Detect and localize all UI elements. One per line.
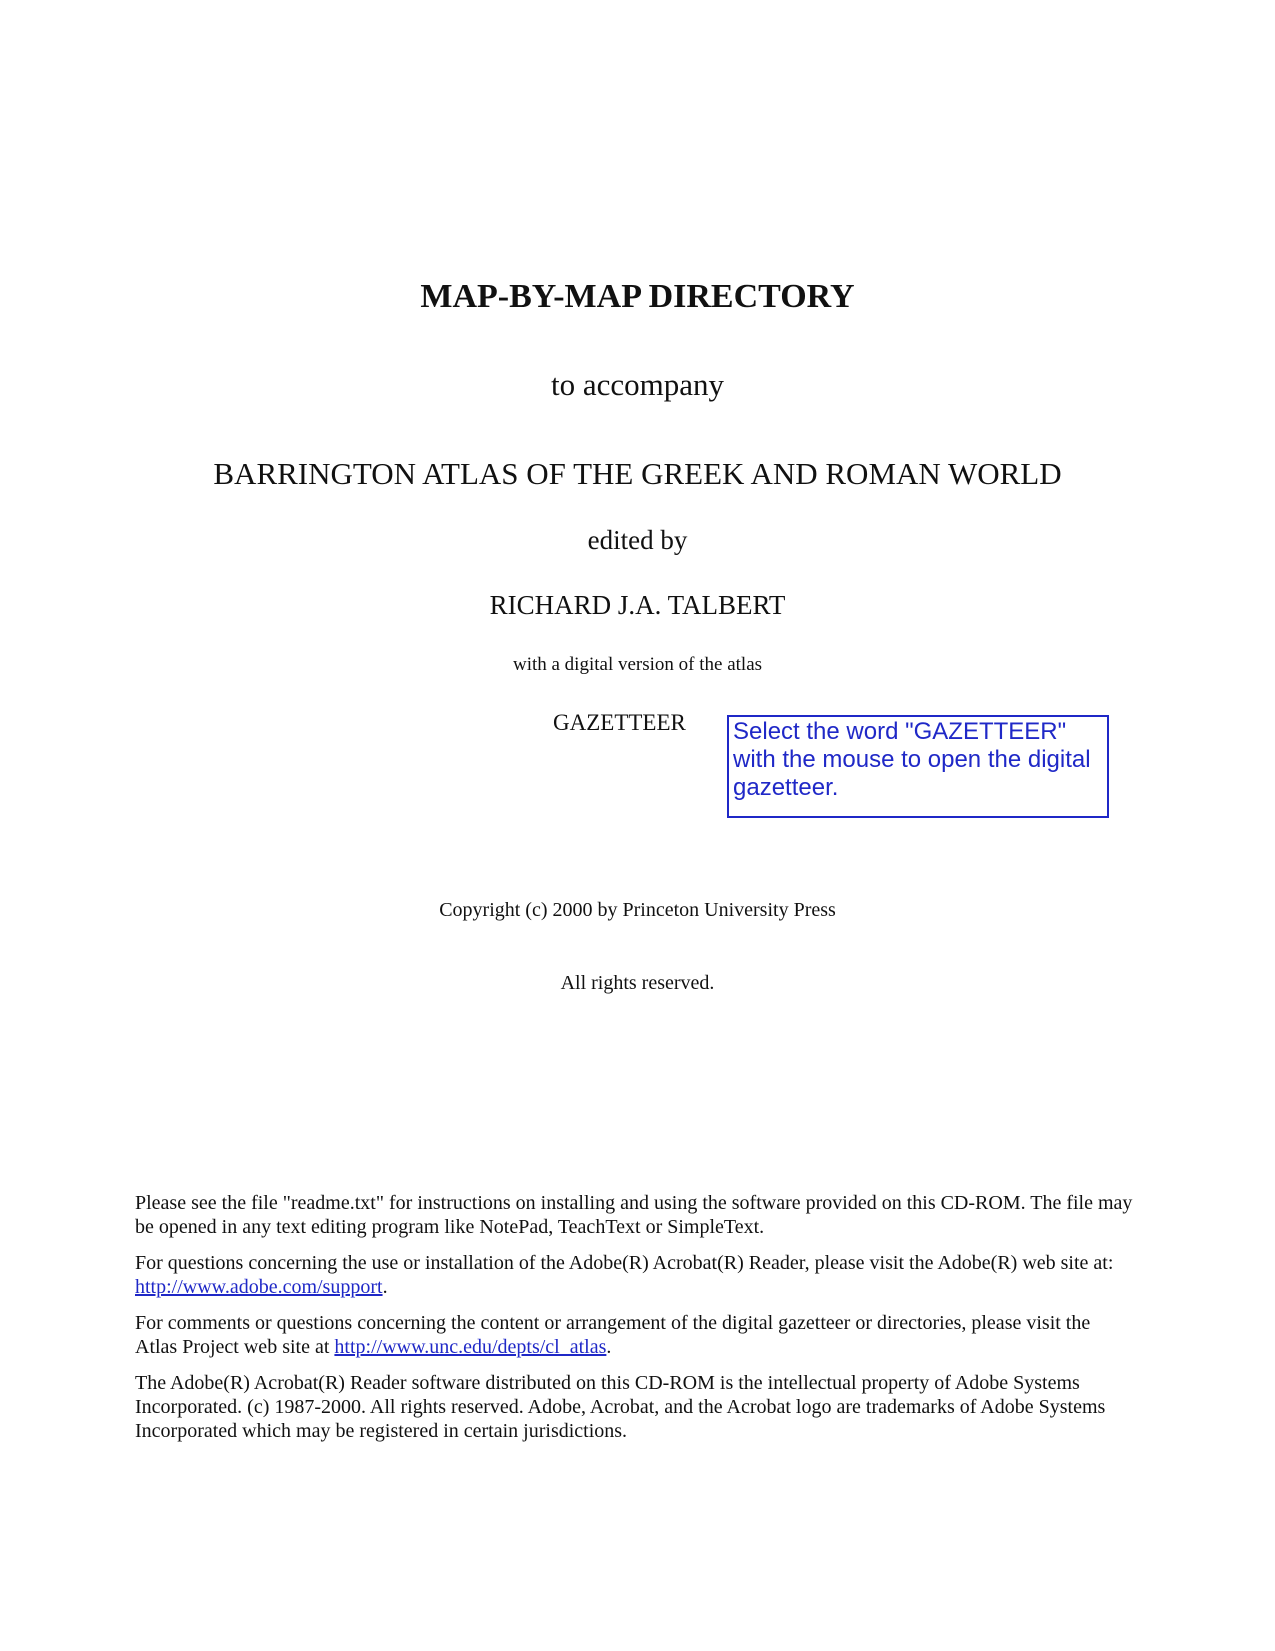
atlas-title: BARRINGTON ATLAS OF THE GREEK AND ROMAN WORLD bbox=[213, 456, 1062, 491]
document-subtitle: to accompany bbox=[550, 367, 724, 402]
copyright-notice: Copyright (c) 2000 by Princeton University Press bbox=[439, 899, 836, 921]
atlas-project-text: For comments or questions concerning the content or arrangement of the digital gazetteer or directories, please visit the Atlas Project web site at bbox=[135, 1312, 1091, 1358]
readme-paragraph: Please see the file "readme.txt" for instructions on installing and using the software provided on this CD-ROM. The file may be opened in any text editing program like NotePad, TeachText or SimpleText. bbox=[135, 1192, 1133, 1238]
adobe-support-period: . bbox=[382, 1276, 388, 1298]
atlas-project-paragraph bbox=[135, 1311, 1135, 1359]
adobe-support-paragraph bbox=[135, 1251, 1135, 1299]
adobe-support-text: For questions concerning the use or installation of the Adobe(R) Acrobat(R) Reader, please visit the Adobe(R) web site at: bbox=[135, 1252, 1114, 1274]
edited-by-label: edited by bbox=[587, 525, 688, 555]
document-title: MAP-BY-MAP DIRECTORY bbox=[420, 278, 855, 315]
gazetteer-instruction-annotation: Select the word "GAZETTEER" with the mouse to open the digital gazetteer. bbox=[727, 715, 1109, 818]
rights-notice: All rights reserved. bbox=[560, 972, 715, 994]
gazetteer-link[interactable]: GAZETTEER bbox=[553, 710, 686, 735]
adobe-support-link[interactable]: http://www.adobe.com/support bbox=[135, 1276, 383, 1298]
digital-version-note: with a digital version of the atlas bbox=[512, 654, 763, 675]
adobe-ip-paragraph: The Adobe(R) Acrobat(R) Reader software distributed on this CD-ROM is the intellectual property of Adobe Systems Incorporated. (c) 1987-2000. All rights reserved. Adobe, Acrobat, and the Acrobat logo are trademarks of Adobe Systems Incorporated which may be registered in certain jurisdictions. bbox=[135, 1372, 1106, 1442]
atlas-project-period: . bbox=[606, 1336, 612, 1358]
editor-name: RICHARD J.A. TALBERT bbox=[489, 590, 786, 620]
atlas-project-link[interactable]: http://www.unc.edu/depts/cl_atlas bbox=[334, 1336, 607, 1358]
